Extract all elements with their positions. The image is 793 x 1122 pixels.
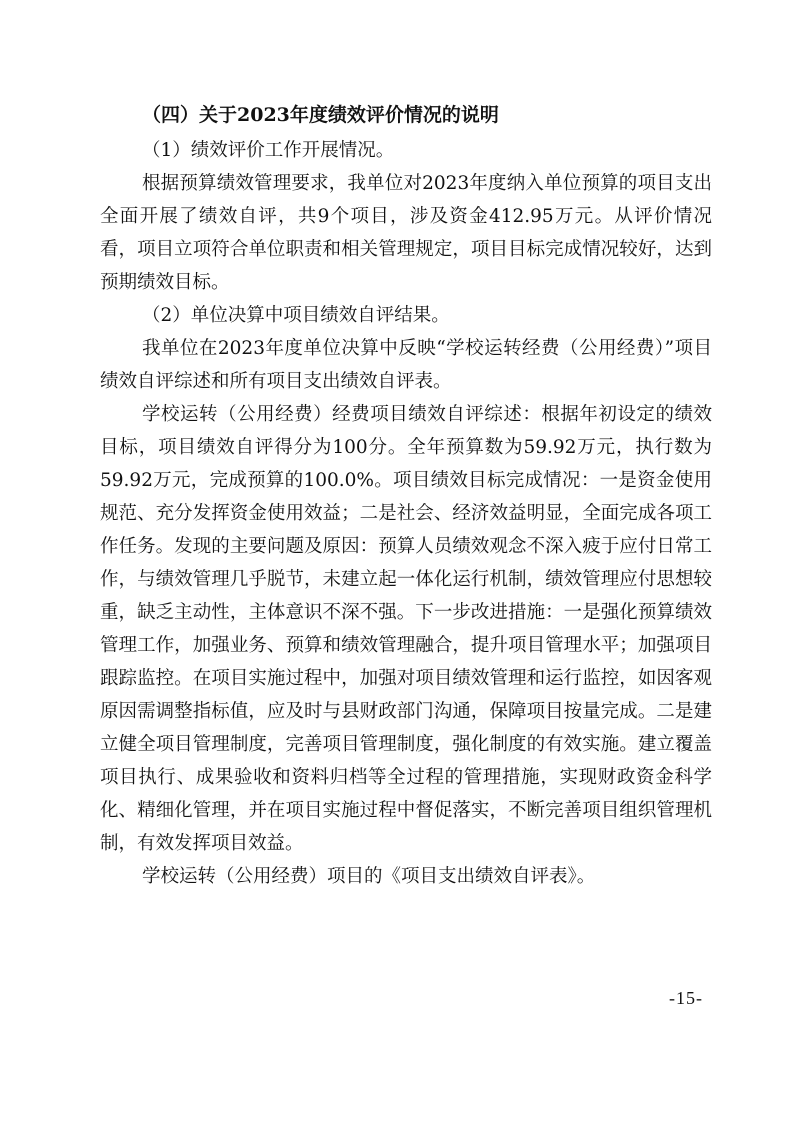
subsection-title-self-evaluation-results: （2）单位决算中项目绩效自评结果。	[142, 305, 450, 326]
section-heading: （四）关于2023年度绩效评价情况的说明	[142, 104, 499, 126]
paragraph-evaluation-progress: 根据预算绩效管理要求，我单位对2023年度纳入单位预算的项目支出全面开展了绩效自评，共9个项目，涉及资金412.95万元。从评价情况看，项目立项符合单位职责和相关管理规定，项目目标完成情况较好，达到预期绩效目标。	[100, 173, 712, 293]
page-number: -15-	[669, 988, 703, 1008]
paragraph-project-summary: 学校运转（公用经费）经费项目绩效自评综述：根据年初设定的绩效目标，项目绩效自评得分为100分。全年预算数为59.92万元，执行数为59.92万元，完成预算的100.0%。项目绩效目标完成情况：一是资金使用规范、充分发挥资金使用效益；二是社会、经济效益明显，全面完成各项工作任务。发现的主要问题及原因：预算人员绩效观念不深入疲于应付日常工作，与绩效管理几乎脱节，未建立起一体化运行机制，绩效管理应付思想较重，缺乏主动性，主体意识不深不强。下一步改进措施：一是强化预算绩效管理工作，加强业务、预算和绩效管理融合，提升项目管理水平；加强项目跟踪监控。在项目实施过程中，加强对项目绩效管理和运行监控，如因客观原因需调整指标值，应及时与县财政部门沟通，保障项目按量完成。二是建立健全项目管理制度，完善项目管理制度，强化制度的有效实施。建立覆盖项目执行、成果验收和资料归档等全过程的管理措施，实现财政资金科学化、精细化管理，并在项目实施过程中督促落实，不断完善项目组织管理机制，有效发挥项目效益。	[100, 404, 712, 854]
document-body	[100, 97, 712, 893]
paragraph-closing-line: 学校运转（公用经费）项目的《项目支出绩效自评表》。	[142, 866, 596, 887]
subsection-title-evaluation-progress: （1）绩效评价工作开展情况。	[142, 140, 395, 161]
paragraph-final-accounts: 我单位在2023年度单位决算中反映“学校运转经费（公用经费）”项目绩效自评综述和所有项目支出绩效自评表。	[100, 338, 712, 392]
